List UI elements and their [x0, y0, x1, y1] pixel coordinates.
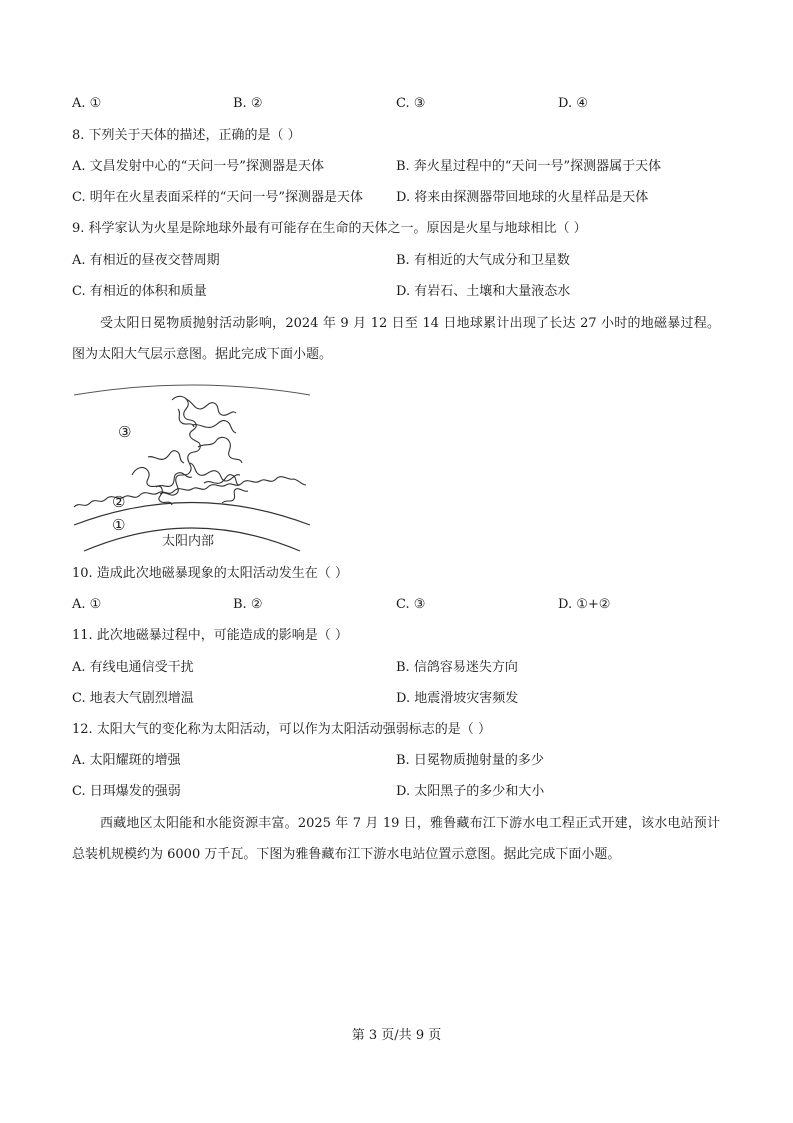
- q10-stem: 10. 造成此次地磁暴现象的太阳活动发生在（ ）: [72, 566, 348, 581]
- q7-option-c: C. ③: [396, 96, 426, 111]
- q12-option-c: C. 日珥爆发的强弱: [72, 784, 181, 799]
- q8-option-d: D. 将来由探测器带回地球的火星样品是天体: [396, 190, 649, 205]
- q12-stem: 12. 太阳大气的变化称为太阳活动，可以作为太阳活动强弱标志的是（ ）: [72, 722, 491, 737]
- q7-option-a: A. ①: [72, 96, 102, 111]
- corona-outer-boundary: [74, 385, 310, 395]
- q8-option-b: B. 奔火星过程中的“天问一号”探测器属于天体: [396, 159, 662, 174]
- q7-option-d: D. ④: [558, 96, 588, 111]
- label-layer-2: ②: [112, 493, 126, 511]
- page-number: 第 3 页/共 9 页: [351, 1028, 442, 1043]
- q9-option-d: D. 有岩石、土壤和大量液态水: [396, 284, 571, 299]
- q11-option-c: C. 地表大气剧烈增温: [72, 691, 194, 706]
- label-layer-1: ①: [112, 516, 126, 534]
- q7-option-b: B. ②: [233, 96, 263, 111]
- q9-option-a: A. 有相近的昼夜交替周期: [72, 253, 220, 268]
- q8-stem: 8. 下列关于天体的描述，正确的是（ ）: [72, 128, 301, 143]
- q12-option-a: A. 太阳耀斑的增强: [72, 753, 181, 768]
- q11-option-b: B. 信鸽容易迷失方向: [396, 660, 518, 675]
- photosphere-outer-arc: [74, 503, 310, 526]
- q11-option-d: D. 地震滑坡灾害频发: [396, 691, 519, 706]
- prominence-shapes: [132, 396, 248, 505]
- label-layer-3: ③: [118, 423, 132, 441]
- q10-option-a: A. ①: [72, 597, 102, 612]
- passage-solar-storm: 受太阳日冕物质抛射活动影响，2024 年 9 月 12 日至 14 日地球累计出现了长达 27 小时的地磁暴过程。图为太阳大气层示意图。据此完成下面小题。: [72, 316, 720, 362]
- q10-option-b: B. ②: [233, 597, 263, 612]
- q10-option-d: D. ①+②: [558, 597, 611, 612]
- q9-option-b: B. 有相近的大气成分和卫星数: [396, 253, 570, 268]
- q11-stem: 11. 此次地磁暴过程中，可能造成的影响是（ ）: [72, 628, 348, 643]
- q9-stem: 9. 科学家认为火星是除地球外最有可能存在生命的天体之一。原因是火星与地球相比（ ）: [72, 221, 587, 236]
- q8-option-c: C. 明年在火星表面采样的“天问一号”探测器是天体: [72, 190, 364, 205]
- q12-option-d: D. 太阳黑子的多少和大小: [396, 784, 545, 799]
- passage-hydropower: 西藏地区太阳能和水能资源丰富。2025 年 7 月 19 日，雅鲁藏布江下游水电工程正式开建，该水电站预计总装机规模约为 6000 万千瓦。下图为雅鲁藏布江下游水电站位置示意图。据此完成下面小题。: [72, 816, 720, 862]
- q9-option-c: C. 有相近的体积和质量: [72, 284, 207, 299]
- q11-option-a: A. 有线电通信受干扰: [72, 660, 194, 675]
- solar-atmosphere-figure: [72, 355, 312, 553]
- q12-option-b: B. 日冕物质抛射量的多少: [396, 753, 544, 768]
- label-sun-interior: 太阳内部: [162, 534, 215, 549]
- q10-option-c: C. ③: [396, 597, 426, 612]
- q8-option-a: A. 文昌发射中心的“天问一号”探测器是天体: [72, 159, 324, 174]
